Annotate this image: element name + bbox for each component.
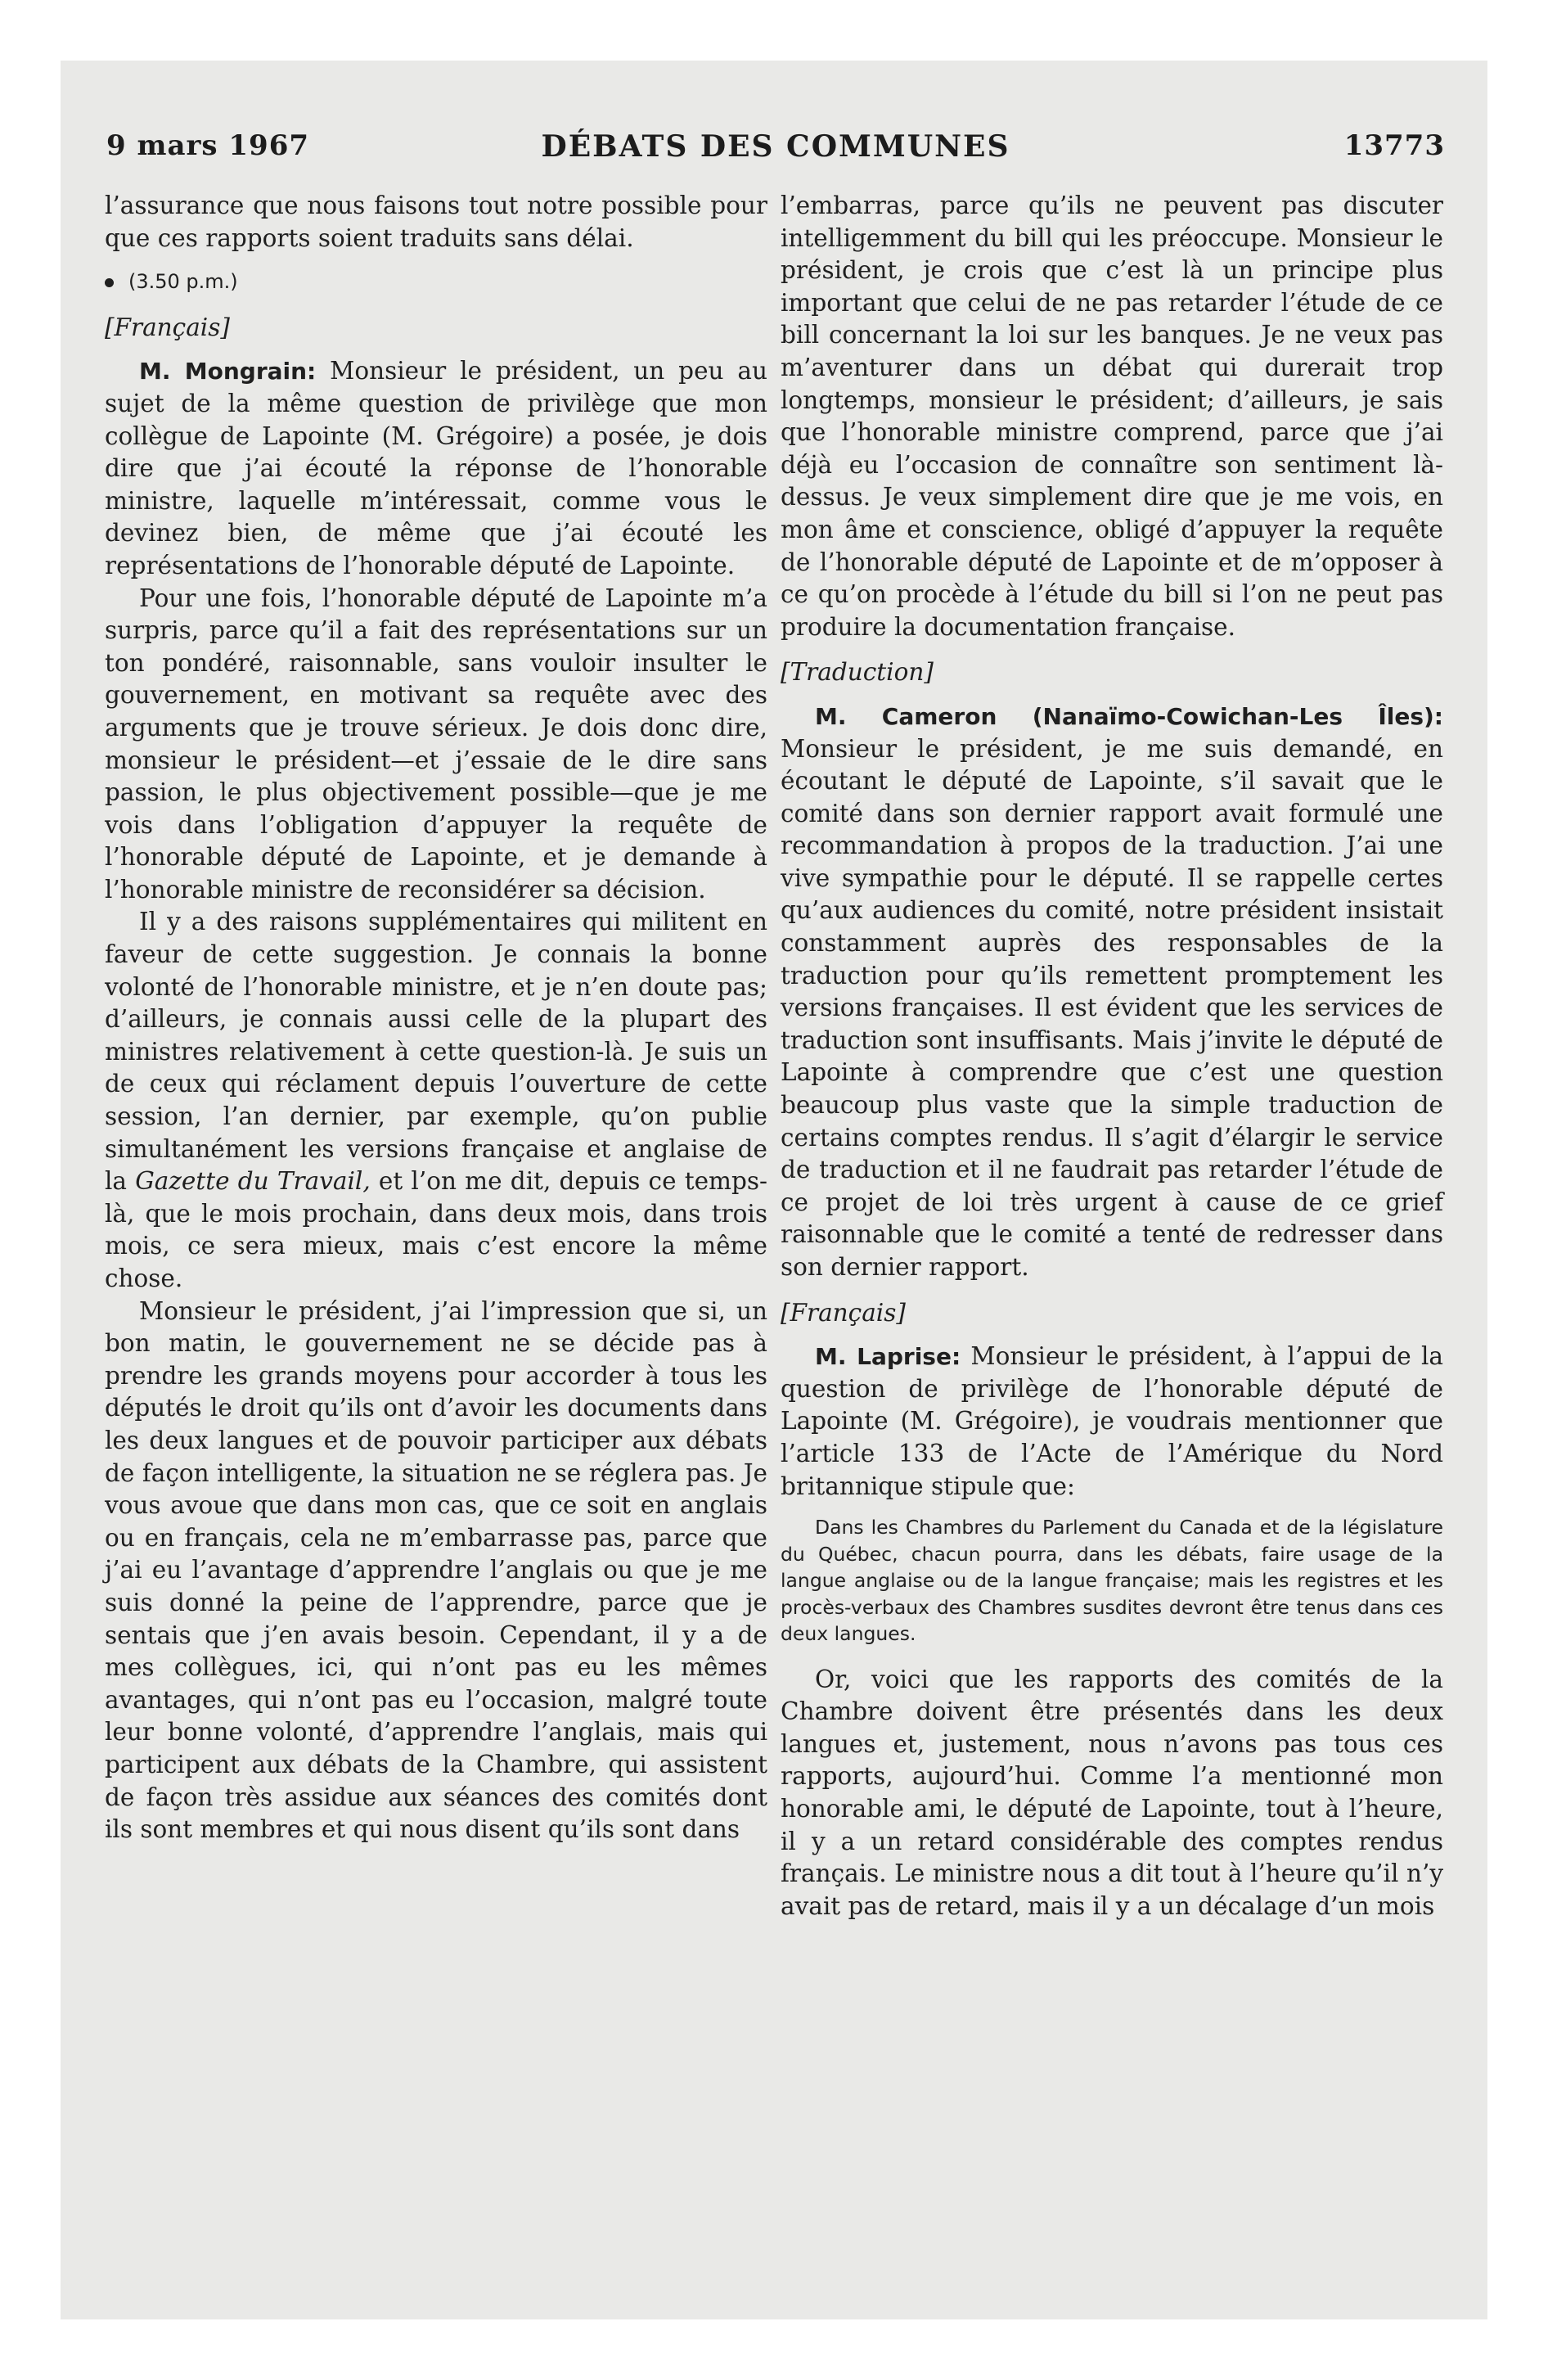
header-date: 9 mars 1967	[106, 129, 310, 162]
language-marker: [Traduction]	[781, 658, 934, 687]
paragraph	[781, 701, 1443, 1284]
paragraph: Monsieur le président, j’ai l’impression que si, un bon matin, le gouvernement ne se décide pas à prendre les grands moyens pour accorder à tous les députés le droit qu’ils ont d’avoir les documents dans les deux langues et de pouvoir participer aux débats de façon intelligente, la situation ne se réglera pas. Je vous avoue que dans mon cas, que ce soit en anglais ou en français, cela ne m’embarrasse pas, parce que j’ai eu l’avantage d’apprendre l’anglais ou que je me suis donné la peine de l’apprendre, parce que je sentais que j’en avais besoin. Cependant, il y a de mes collègues, ici, qui n’ont pas eu les mêmes avantages, qui n’ont pas eu l’occasion, malgré toute leur bonne volonté, d’apprendre l’anglais, mais qui participent aux débats de la Chambre, qui assistent de façon très assidue aux séances des comités dont ils sont membres et qui nous disent qu’ils sont dans	[105, 1296, 767, 1844]
speaker-name: M. Laprise:	[815, 1343, 961, 1371]
speech-text: Monsieur le président, je me suis demandé, en écoutant le député de Lapointe, s’il savait que le comité dans son dernier rapport avait formulé une recommandation à propos de la traduction. J’ai une vive sympathie pour le député. Il se rappelle certes qu’aux audiences du comité, notre président insistait constamment auprès des responsables de la traduction pour qu’ils remettent promptement les versions françaises. Il est évident que les services de traduction sont insuffisants. Mais j’invite le député de Lapointe à comprendre que c’est une question beaucoup plus vaste que la simple traduction de certains comptes rendus. Il s’agit d’élargir le service de traduction et il ne faudrait pas retarder l’étude de ce projet de loi très urgent à cause de ce grief raisonnable que le comité a tenté de redresser dans son dernier rapport.	[781, 734, 1443, 1281]
paragraph	[105, 355, 767, 582]
block-quote: Dans les Chambres du Parlement du Canada et de la législature du Québec, chacun pourra, dans les débats, faire usage de la langue anglaise ou de la langue française; mais les registres et les procès-verbaux des Chambres susdites devront être tenus dans ces deux langues.	[781, 1516, 1443, 1646]
header-title: DÉBATS DES COMMUNES	[541, 129, 1010, 164]
right-column	[781, 190, 1443, 1922]
left-column	[105, 190, 767, 1846]
page-scan	[61, 61, 1487, 2319]
paragraph	[781, 1341, 1443, 1503]
paragraph: Pour une fois, l’honorable député de Lapointe m’a surpris, parce qu’il a fait des représentations sur un ton pondéré, raisonnable, sans vouloir insulter le gouvernement, en motivant sa requête avec des arguments que je trouve sérieux. Je dois donc dire, monsieur le président—et j’essaie de le dire sans passion, le plus objectivement possible—que je me vois dans l’obligation d’appuyer la requête de l’honorable député de Lapointe, et je demande à l’honorable ministre de reconsidérer sa décision.	[105, 584, 767, 904]
language-marker: [Français]	[781, 1298, 906, 1327]
speech-text: et l’on me dit, depuis ce temps-là, que le mois prochain, dans deux mois, dans trois mois, ce sera mieux, mais c’est encore la même chose.	[105, 1167, 767, 1292]
speech-text: Monsieur le président, à l’appui de la question de privilège de l’honorable député de Lapointe (M. Grégoire), je voudrais mentionner que l’article 133 de l’Acte de l’Amérique du Nord britannique stipule que:	[781, 1342, 1443, 1500]
paragraph: l’assurance que nous faisons tout notre possible pour que ces rapports soient traduits sans délai.	[105, 192, 767, 252]
bullet-icon	[105, 278, 114, 287]
publication-title: Gazette du Travail,	[135, 1167, 371, 1196]
speech-text: Il y a des raisons supplémentaires qui militent en faveur de cette suggestion. Je connais la bonne volonté de l’honorable ministre, et je n’en doute pas; d’ailleurs, je connais aussi celle de la plupart des ministres relativement à cette question-là. Je suis un de ceux qui réclament depuis l’ouverture de cette session, l’an dernier, par exemple, qu’on publie simultanément les versions française et anglaise de la	[105, 908, 767, 1196]
speech-text: Monsieur le président, un peu au sujet de la même question de privilège que mon collègue de Lapointe (M. Grégoire) a posée, je dois dire que j’ai écouté la réponse de l’honorable ministre, laquelle m’intéressait, comme vous le devinez bien, de même que j’ai écouté les représentations de l’honorable député de Lapointe.	[105, 357, 767, 579]
paragraph: Or, voici que les rapports des comités de la Chambre doivent être présentés dans les deux langues et, justement, nous n’avons pas tous ces rapports, aujourd’hui. Comme l’a mentionné mon honorable ami, le député de Lapointe, tout à l’heure, il y a un retard considérable des comptes rendus français. Le ministre nous a dit tout à l’heure qu’il n’y avait pas de retard, mais il y a un décalage d’un mois	[781, 1665, 1443, 1920]
speaker-name: M. Cameron (Nanaïmo-Cowichan-Les Îles):	[815, 702, 1443, 730]
page-number: 13773	[1343, 129, 1445, 162]
language-marker: [Français]	[105, 313, 230, 341]
speaker-name: M. Mongrain:	[139, 358, 317, 385]
time-marker-text: (3.50 p.m.)	[128, 270, 238, 294]
paragraph	[105, 906, 767, 1295]
page-header	[106, 129, 1445, 175]
paragraph: l’embarras, parce qu’ils ne peuvent pas discuter intelligemment du bill qui les préoccupe. Monsieur le président, je crois que c’est là un principe plus important que celui de ne pas retarder l’étude de ce bill concernant la loi sur les banques. Je ne veux pas m’aventurer dans un débat qui durerait trop longtemps, monsieur le président; d’ailleurs, je sais que l’honorable ministre comprend, parce que j’ai déjà eu l’occasion de connaître son sentiment là-dessus. Je veux simplement dire que je me vois, en mon âme et conscience, obligé d’appuyer la requête de l’honorable député de Lapointe et de m’opposer à ce qu’on procède à l’étude du bill si l’on ne peut pas produire la documentation française.	[781, 192, 1443, 641]
time-marker	[105, 266, 767, 299]
